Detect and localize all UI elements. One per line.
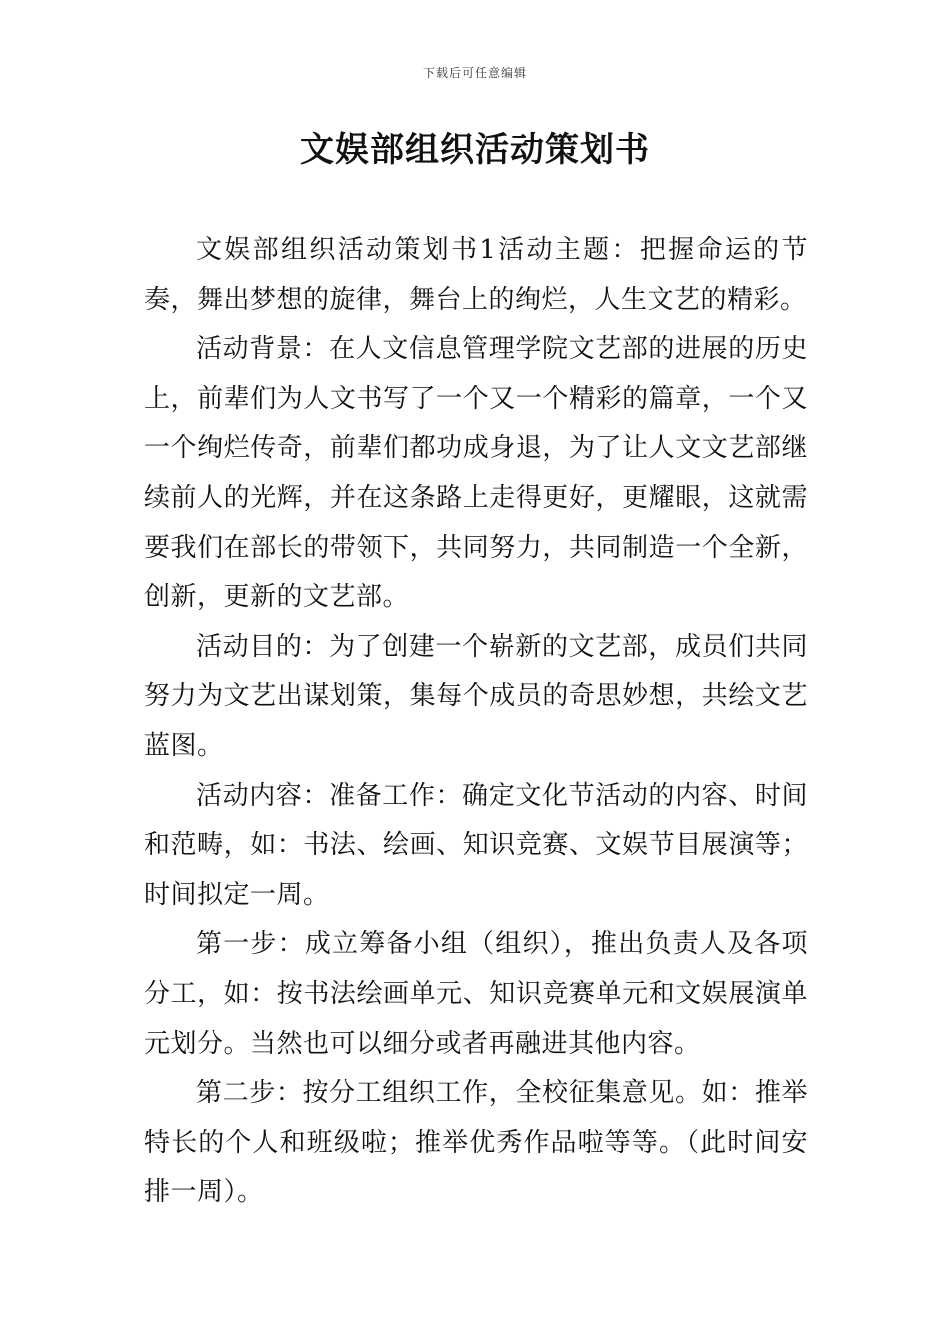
paragraph-theme: 文娱部组织活动策划书1活动主题：把握命运的节奏，舞出梦想的旋律，舞台上的绚烂，人生文艺的精彩。 — [144, 235, 808, 315]
paragraph-content: 活动内容：准备工作：确定文化节活动的内容、时间和范畴，如：书法、绘画、知识竞赛、文娱节目展演等；时间拟定一周。 — [144, 780, 808, 910]
paragraph-background: 活动背景：在人文信息管理学院文艺部的进展的历史上，前辈们为人文书写了一个又一个精彩的篇章，一个又一个绚烂传奇，前辈们都功成身退，为了让人文文艺部继续前人的光辉，并在这条路上走得更好，更耀眼，这就需要我们在部长的带领下，共同努力，共同制造一个全新，创新，更新的文艺部。 — [144, 334, 808, 613]
paragraph-step-two: 第二步：按分工组织工作，全校征集意见。如：推举特长的个人和班级啦；推举优秀作品啦等等。（此时间安排一周）。 — [144, 1078, 808, 1208]
document-title: 文娱部组织活动策划书 — [300, 130, 650, 170]
document-body — [144, 226, 808, 1218]
paragraph-purpose: 活动目的：为了创建一个崭新的文艺部，成员们共同努力为文艺出谋划策，集每个成员的奇思妙想，共绘文艺蓝图。 — [144, 631, 808, 761]
paragraph-step-one: 第一步：成立筹备小组（组织），推出负责人及各项分工，如：按书法绘画单元、知识竞赛单元和文娱展演单元划分。当然也可以细分或者再融进其他内容。 — [144, 929, 808, 1059]
header-note: 下载后可任意编辑 — [422, 66, 527, 80]
